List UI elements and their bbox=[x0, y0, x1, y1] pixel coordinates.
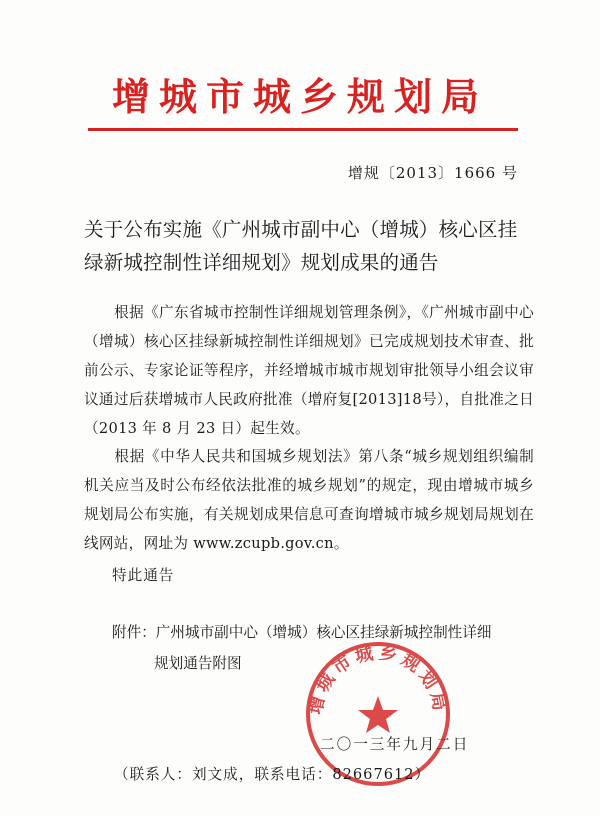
contact-info: （联系人：刘文成，联系电话：82667612） bbox=[114, 766, 431, 783]
red-divider-line bbox=[88, 128, 518, 131]
notice-title: 关于公布实施《广州城市副中心（增城）核心区挂绿新城控制性详细规划》规划成果的通告 bbox=[84, 218, 518, 274]
attachment-line-2: 规划通告附图 bbox=[154, 655, 242, 672]
body-paragraph-1-text: 根据《广东省城市控制性详细规划管理条例》，《广州城市副中心（增城）核心区挂绿新城控制性详细规划》已完成规划技术审查、批前公示、专家论证等程序，并经增城市城市规划审批领导小组会议审议通过后获增城市人民政府批准（增府复[2013]18号），自批准之日（2013 年 8 月 23 日）起生效。 bbox=[84, 304, 534, 437]
seal-text: 增城市城乡规划局 bbox=[305, 642, 451, 717]
body-paragraph-2-text: 根据《中华人民共和国城乡规划法》第八条“城乡规划组织编制机关应当及时公布经依法批准的城乡规划”的规定，现由增城市城乡规划局公布实施，有关规划成果信息可查询增城市城乡规划局规划在线网站，网址为 www.zcupb.gov.cn。 bbox=[84, 448, 534, 552]
issue-date: 二〇一三年九月二日 bbox=[320, 736, 470, 753]
body-paragraph-2 bbox=[84, 442, 534, 558]
closing-phrase: 特此通告 bbox=[112, 567, 175, 584]
seal-star-icon bbox=[358, 696, 398, 733]
document-number: 增规〔2013〕1666 号 bbox=[347, 164, 518, 182]
issuing-authority-heading: 增城市城乡规划局 bbox=[111, 74, 488, 119]
body-paragraph-1 bbox=[84, 298, 534, 443]
attachment-line-1: 广州城市副中心（增城）核心区挂绿新城控制性详细 bbox=[155, 624, 492, 641]
attachment-label: 附件： bbox=[112, 624, 156, 641]
